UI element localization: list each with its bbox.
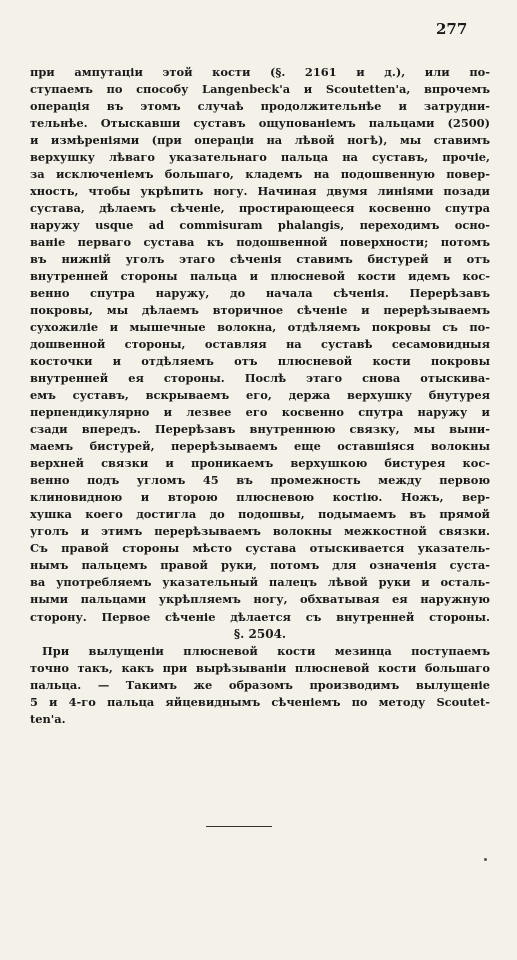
text-line: ступаемъ по способу Langenbeck'а и Scoutetten'а, впрочемъ: [30, 82, 490, 97]
text-line: хушка коего достигла до подошвы, подымаемъ въ прямой: [30, 507, 490, 522]
text-line: сторону. Первое сѣченіе дѣлается съ внутренней стороны.: [30, 609, 490, 624]
text-line: Съ правой стороны мѣсто сустава отыскивается указатель-: [30, 541, 490, 556]
text-line: косточки и отдѣляемъ отъ плюсневой кости покровы: [30, 354, 490, 369]
text-line: сухожиліе и мышечные волокна, отдѣляемъ покровы съ по-: [30, 320, 490, 335]
text-line: емъ суставъ, вскрываемъ его, держа верхушку бнутурея: [30, 388, 490, 403]
text-line: въ нижній уголъ этаго сѣченія ставимъ бистурей и отъ: [30, 252, 490, 267]
text-line: за исключеніемъ большаго, кладемъ на подошвенную повер-: [30, 167, 490, 182]
text-line: нымъ пальцемъ правой руки, потомъ для означенія суста-: [30, 558, 490, 573]
text-line: внутренней ея стороны. Послѣ этаго снова отыскива-: [30, 371, 490, 386]
text-line: уголъ и этимъ перерѣзываемъ волокны межкостной связки.: [30, 524, 490, 539]
paragraph-1: [30, 64, 490, 626]
text-line: ten'а.: [30, 711, 66, 726]
text-line: сзади впередъ. Перерѣзавъ внутреннюю связку, мы выни-: [30, 422, 490, 437]
paragraph-2: [30, 643, 490, 728]
text-line: тельнѣе. Отыскавши суставъ ощупованіемъ пальцами (2500): [30, 116, 490, 131]
body-text: [30, 64, 490, 728]
text-line: При вылущеніи плюсневой кости мезинца поступаемъ: [42, 643, 490, 658]
text-line: венно спутра наружу, до начала сѣченія. Перерѣзавъ: [30, 286, 490, 301]
text-line: внутренней стороны пальца и плюсневой кости идемъ кос-: [30, 269, 490, 284]
text-line: хность, чтобы укрѣпить ногу. Начиная двумя линіями позади: [30, 184, 490, 199]
text-line: ными пальцами укрѣпляемъ ногу, обхватывая ея наружную: [30, 592, 490, 607]
text-line: верхней связки и проникаемъ верхушкою бистурея кос-: [30, 456, 490, 471]
page-number: 277: [436, 20, 468, 38]
text-line: покровы, мы дѣлаемъ вторичное сѣченіе и перерѣзываемъ: [30, 303, 490, 318]
text-line: дошвенной стороны, оставляя на суставѣ сесамовидныя: [30, 337, 490, 352]
text-line: наружу usque ad commisuram phalangis, переходимъ осно-: [30, 218, 490, 233]
end-rule: [206, 826, 272, 827]
text-line: сустава, дѣлаемъ сѣченіе, простирающееся косвенно спутра: [30, 201, 490, 216]
text-line: клиновидною и второю плюсневою костію. Ножъ, вер-: [30, 490, 490, 505]
text-line: ваніе перваго сустава къ подошвенной поверхности; потомъ: [30, 235, 490, 250]
text-line: операція въ этомъ случаѣ продолжительнѣе и затрудни-: [30, 99, 490, 114]
text-line: маемъ бистурей, перерѣзываемъ еще оставшіяся волокны: [30, 439, 490, 454]
text-line: ва употребляемъ указательный палецъ лѣвой руки и осталь-: [30, 575, 490, 590]
text-line: перпендикулярно и лезвее его косвенно спутра наружу и: [30, 405, 490, 420]
text-line: венно подъ угломъ 45 въ промежность между первою: [30, 473, 490, 488]
text-line: и измѣреніями (при операціи на лѣвой ногѣ), мы ставимъ: [30, 133, 490, 148]
text-line: точно такъ, какъ при вырѣзываніи плюсневой кости большаго: [30, 660, 490, 675]
text-line: при ампутаціи этой кости (§. 2161 и д.), или по-: [30, 65, 490, 79]
text-line: верхушку лѣваго указательнаго пальца на суставъ, прочіе,: [30, 150, 490, 165]
section-heading: §. 2504.: [233, 626, 287, 641]
page-speck: [484, 858, 487, 861]
text-line: пальца. — Такимъ же образомъ производимъ вылущеніе: [30, 677, 490, 692]
text-line: 5 и 4-го пальца яйцевиднымъ сѣченіемъ по методу Scoutet-: [30, 694, 490, 709]
